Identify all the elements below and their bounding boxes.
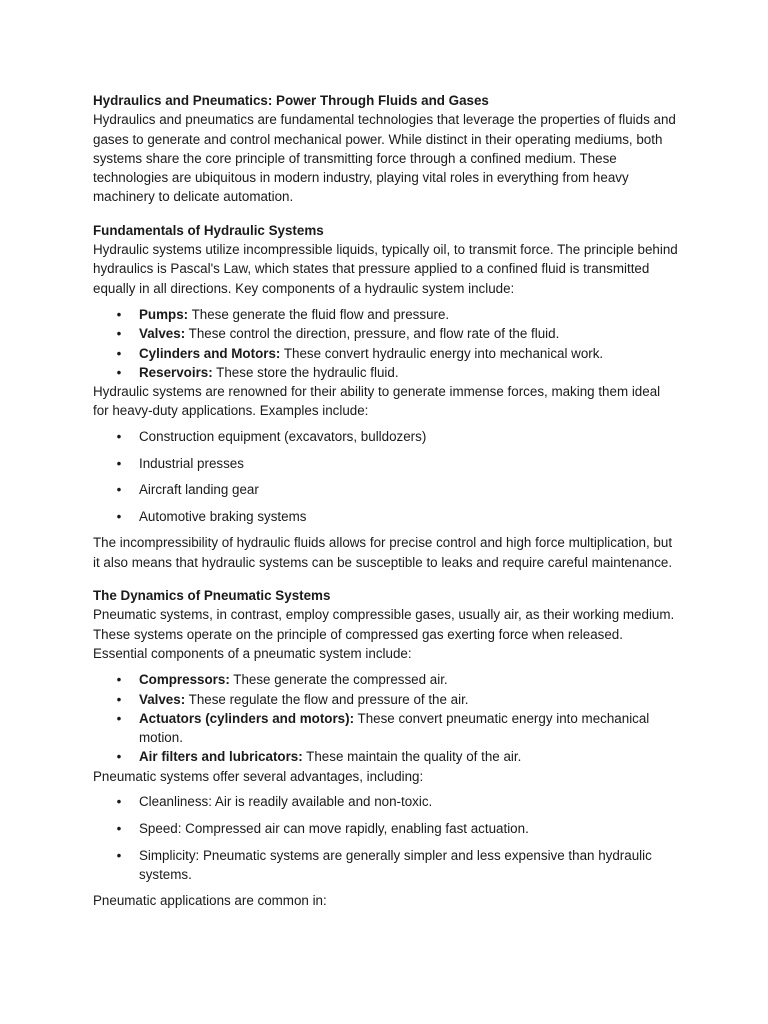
pneumatic-intro-paragraph: Pneumatic systems, in contrast, employ compressible gases, usually air, as their working medium. These systems operate on the principle of compressed gas exerting force when released. Essential components of a pneumatic system include: bbox=[93, 607, 675, 661]
list-item-term: Reservoirs: bbox=[139, 364, 213, 380]
list-item bbox=[93, 305, 678, 324]
list-item-text: Automotive braking systems bbox=[139, 509, 307, 525]
list-item-text: Aircraft landing gear bbox=[139, 482, 259, 498]
bullet-icon: • bbox=[116, 691, 122, 707]
list-item-text: Simplicity: Pneumatic systems are generally simpler and less expensive than hydraulic systems. bbox=[139, 847, 652, 882]
list-item bbox=[93, 427, 678, 446]
bullet-icon: • bbox=[116, 482, 122, 498]
pneumatic-advantages-paragraph: Pneumatic systems offer several advantages, including: bbox=[93, 768, 424, 784]
list-item-desc: These convert pneumatic energy into mechanical motion. bbox=[139, 710, 650, 746]
list-item-text: Industrial presses bbox=[139, 455, 244, 471]
list-item bbox=[93, 324, 678, 343]
list-item-desc: These generate the compressed air. bbox=[229, 672, 448, 688]
bullet-icon: • bbox=[116, 847, 122, 863]
list-item-term: Air filters and lubricators: bbox=[139, 749, 303, 765]
list-item bbox=[93, 819, 678, 838]
pneumatic-applications-paragraph: Pneumatic applications are common in: bbox=[93, 893, 327, 909]
list-item-desc: These regulate the flow and pressure of the air. bbox=[185, 691, 469, 707]
list-item-text: Cleanliness: Air is readily available and non-toxic. bbox=[139, 794, 433, 809]
hydraulic-intro-paragraph: Hydraulic systems utilize incompressible liquids, typically oil, to transmit force. The principle behind hydraulics is Pascal's Law, which states that pressure applied to a confined fluid is transmitted equally in all directions. Key components of a hydraulic system include: bbox=[93, 242, 678, 296]
pneumatic-heading: The Dynamics of Pneumatic Systems bbox=[93, 588, 331, 604]
document-body bbox=[93, 91, 678, 924]
bullet-icon: • bbox=[116, 794, 122, 809]
list-item bbox=[93, 670, 678, 689]
list-item-term: Cylinders and Motors: bbox=[139, 345, 281, 361]
list-item bbox=[93, 454, 678, 473]
list-item-text: Speed: Compressed air can move rapidly, enabling fast actuation. bbox=[139, 820, 529, 836]
document-title: Hydraulics and Pneumatics: Power Through Fluids and Gases bbox=[93, 93, 489, 108]
list-item-desc: These generate the fluid flow and pressure. bbox=[188, 306, 450, 322]
list-item bbox=[93, 507, 678, 526]
list-item-desc: These maintain the quality of the air. bbox=[302, 749, 522, 765]
list-item-desc: These control the direction, pressure, and flow rate of the fluid. bbox=[185, 326, 560, 342]
list-item bbox=[93, 709, 678, 748]
bullet-icon: • bbox=[116, 345, 122, 361]
bullet-icon: • bbox=[116, 455, 122, 471]
bullet-icon: • bbox=[116, 428, 122, 444]
hydraulic-section bbox=[93, 221, 678, 572]
bullet-icon: • bbox=[116, 820, 122, 836]
pneumatic-section bbox=[93, 586, 678, 910]
list-item bbox=[93, 792, 678, 811]
list-item bbox=[93, 480, 678, 499]
pneumatic-advantages-list bbox=[93, 792, 678, 884]
bullet-icon: • bbox=[116, 306, 122, 322]
list-item-term: Actuators (cylinders and motors): bbox=[139, 710, 355, 726]
list-item-desc: These convert hydraulic energy into mechanical work. bbox=[280, 345, 604, 361]
list-item bbox=[93, 690, 678, 709]
intro-paragraph: Hydraulics and pneumatics are fundamental technologies that leverage the properties of fluids and gases to generate and control mechanical power. While distinct in their operating mediums, both systems share the core principle of transmitting force through a confined medium. These technologies are ubiquitous in modern industry, playing vital roles in everything from heavy machinery to delicate automation. bbox=[93, 112, 676, 205]
bullet-icon: • bbox=[116, 710, 122, 726]
list-item-term: Compressors: bbox=[139, 672, 230, 688]
hydraulic-components-list bbox=[93, 305, 678, 382]
bullet-icon: • bbox=[116, 509, 122, 525]
bullet-icon: • bbox=[116, 326, 122, 342]
intro-section bbox=[93, 91, 678, 207]
hydraulic-forces-paragraph: Hydraulic systems are renowned for their ability to generate immense forces, making them ideal for heavy-duty applications. Examples include: bbox=[93, 384, 661, 419]
list-item bbox=[93, 846, 678, 885]
list-item-term: Valves: bbox=[139, 691, 186, 707]
bullet-icon: • bbox=[116, 749, 122, 765]
list-item-term: Valves: bbox=[139, 326, 186, 342]
bullet-icon: • bbox=[116, 672, 122, 688]
hydraulic-heading: Fundamentals of Hydraulic Systems bbox=[93, 222, 324, 238]
pneumatic-components-list bbox=[93, 670, 678, 766]
list-item-desc: These store the hydraulic fluid. bbox=[212, 364, 399, 380]
hydraulic-examples-list bbox=[93, 427, 678, 527]
list-item bbox=[93, 747, 678, 766]
list-item-term: Pumps: bbox=[139, 306, 189, 322]
list-item bbox=[93, 344, 678, 363]
hydraulic-closing-paragraph: The incompressibility of hydraulic fluids allows for precise control and high force multiplication, but it also means that hydraulic systems can be susceptible to leaks and require careful maintenance. bbox=[93, 535, 673, 570]
list-item-text: Construction equipment (excavators, bulldozers) bbox=[139, 428, 427, 444]
bullet-icon: • bbox=[116, 364, 122, 380]
list-item bbox=[93, 363, 678, 382]
